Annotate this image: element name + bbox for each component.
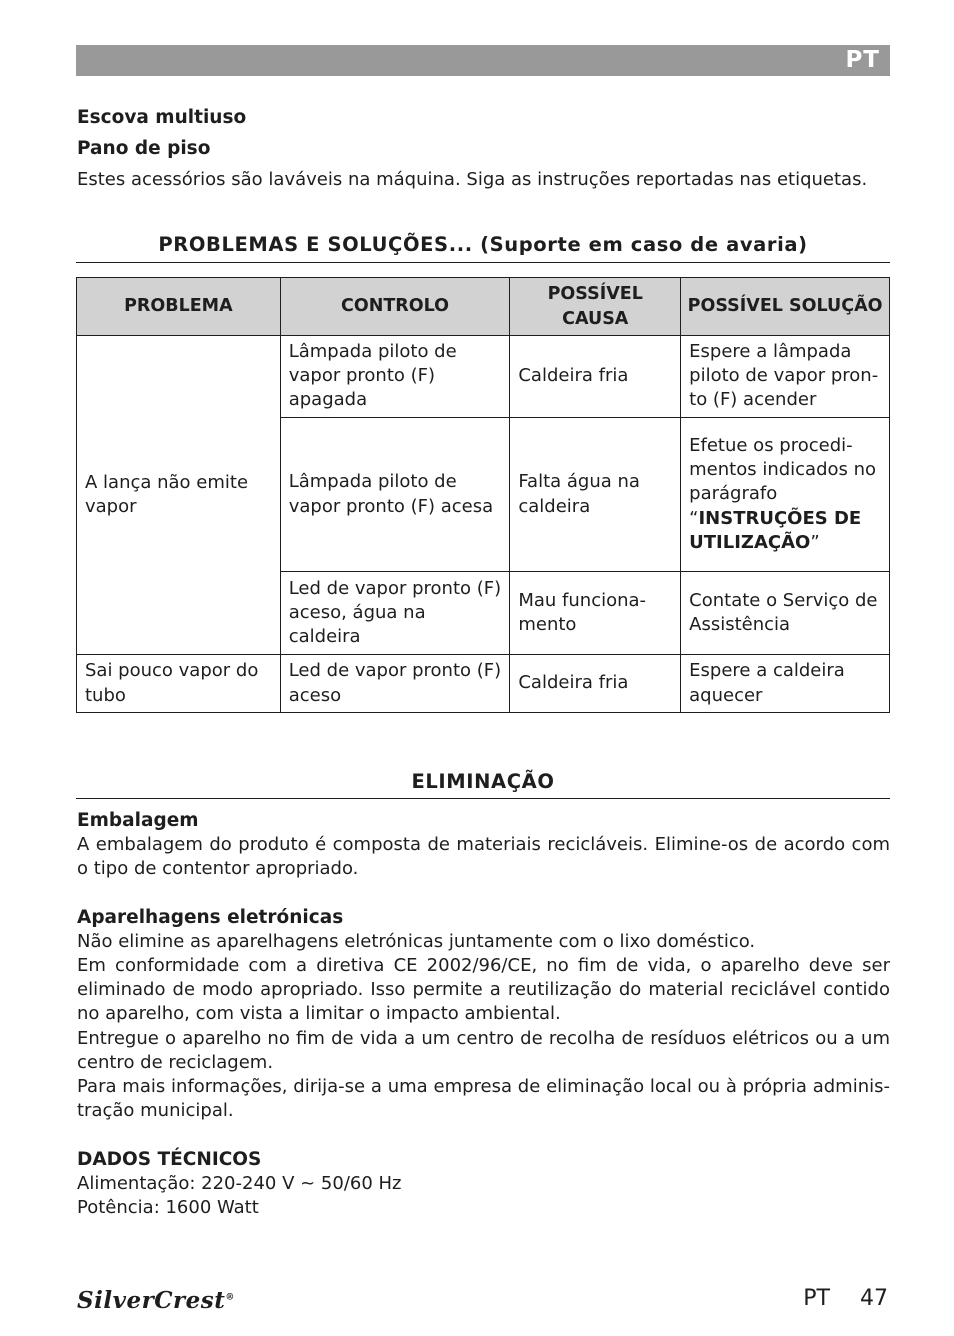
table-row	[77, 336, 890, 418]
column-header: PROBLEMA	[77, 278, 281, 336]
solution-emphasis: INSTRUÇÕES DE UTILIZAÇÃO	[689, 507, 862, 553]
column-header: POSSÍVEL CAUSA	[510, 278, 681, 336]
page-footer	[803, 1286, 888, 1311]
brand-name: SilverCrest	[77, 1287, 226, 1314]
electronics-paragraph: Entregue o aparelho no fim de vida a um centro de recolha de resíduos elétricos ou a um centro de reciclagem.	[77, 1028, 890, 1074]
packaging-heading: Embalagem	[77, 810, 199, 831]
solution-text: Efetue os procedi-mentos indicados no parágrafo “	[689, 434, 877, 529]
disposal-title: ELIMINAÇÃO	[411, 770, 555, 793]
troubleshooting-title: PROBLEMAS E SOLUÇÕES... (Suporte em caso de avaria)	[158, 233, 808, 256]
power-spec: Potência: 1600 Watt	[77, 1197, 259, 1218]
solution-cell: Espere a caldeira aquecer	[681, 655, 890, 713]
page-number: 47	[860, 1286, 888, 1311]
cause-cell: Falta água na caldeira	[510, 418, 681, 572]
check-cell: Led de vapor pronto (F) aceso, água na caldeira	[280, 572, 510, 655]
accessory-pano: Pano de piso	[77, 138, 211, 159]
language-code: PT	[845, 47, 880, 73]
electronics-paragraph: Para mais informações, dirija-se a uma empresa de eliminação local ou à própria adminis-tração municipal.	[77, 1076, 890, 1122]
solution-cell: Contate o Serviço de Assistência	[681, 572, 890, 655]
registered-mark: ®	[225, 1292, 235, 1303]
solution-cell	[681, 418, 890, 572]
column-header: CONTROLO	[280, 278, 510, 336]
silvercrest-logo	[77, 1287, 235, 1314]
solution-quote: ”	[810, 531, 820, 553]
accessories-note: Estes acessórios são laváveis na máquina. Siga as instruções reportadas nas etiquetas.	[77, 169, 868, 190]
electronics-paragraph: Não elimine as aparelhagens eletrónicas juntamente com o lixo doméstico.	[77, 931, 756, 952]
column-header: POSSÍVEL SOLUÇÃO	[681, 278, 890, 336]
problem-cell: A lança não emite vapor	[77, 336, 281, 655]
solution-cell: Espere a lâmpada piloto de vapor pron-to (F) acender	[681, 336, 890, 418]
cause-cell: Mau funciona-mento	[510, 572, 681, 655]
check-cell: Lâmpada piloto de vapor pronto (F) apagada	[280, 336, 510, 418]
electronics-paragraph: Em conformidade com a diretiva CE 2002/96/CE, no fim de vida, o aparelho deve ser eliminado de modo apropriado. Isso permite a reutilização do material reciclável contido no aparelho, com vista a limitar o impacto ambiental.	[77, 955, 890, 1025]
language-header-bar	[76, 45, 890, 76]
footer-language: PT	[803, 1286, 830, 1311]
cause-cell: Caldeira fria	[510, 655, 681, 713]
problem-cell: Sai pouco vapor do tubo	[77, 655, 281, 713]
table-header-row	[77, 278, 890, 336]
packaging-text: A embalagem do produto é composta de materiais recicláveis. Elimine-os de acordo com o tipo de contentor apropriado.	[77, 834, 890, 880]
check-cell: Led de vapor pronto (F) aceso	[280, 655, 510, 713]
accessory-escova: Escova multiuso	[77, 107, 247, 128]
power-supply-spec: Alimentação: 220-240 V ~ 50/60 Hz	[77, 1173, 402, 1194]
disposal-rule	[76, 798, 890, 799]
troubleshooting-table	[76, 277, 890, 713]
electronics-heading: Aparelhagens eletrónicas	[77, 907, 344, 928]
cause-cell: Caldeira fria	[510, 336, 681, 418]
troubleshooting-rule	[76, 262, 890, 263]
check-cell: Lâmpada piloto de vapor pronto (F) acesa	[280, 418, 510, 572]
technical-heading: DADOS TÉCNICOS	[77, 1149, 262, 1170]
table-row	[77, 655, 890, 713]
